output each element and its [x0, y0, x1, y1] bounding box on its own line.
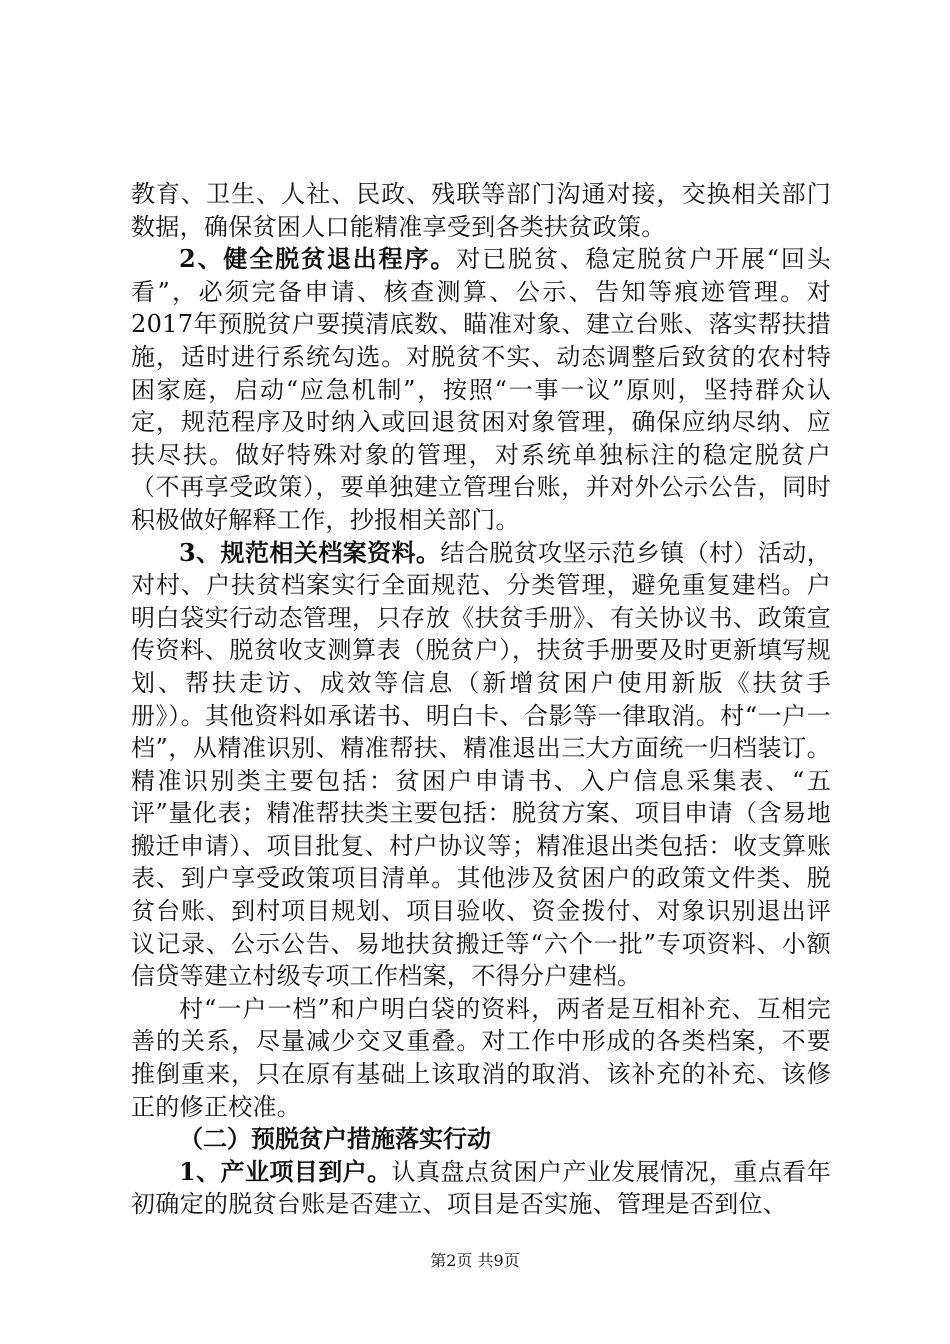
paragraph-4	[131, 993, 831, 1123]
paragraph-1-text: 教育、卫生、人社、民政、残联等部门沟通对接，交换相关部门数据，确保贫困人口能精准享受到各类扶贫政策。	[131, 180, 831, 241]
paragraph-5-lead: 1、产业项目到户。	[179, 1156, 392, 1186]
paragraph-3	[131, 537, 831, 993]
paragraph-2-text: 对已脱贫、稳定脱贫户开展“回头看”，必须完备申请、核查测算、公示、告知等痕迹管理。对2017年预脱贫户要摸清底数、瞄准对象、建立台账、落实帮扶措施，适时进行系统勾选。对脱贫不实、动态调整后致贫的农村特困家庭，启动“应急机制”，按照“一事一议”原则，坚持群众认定，规范程序及时纳入或回退贫困对象管理，确保应纳尽纳、应扶尽扶。做好特殊对象的管理，对系统单独标注的稳定脱贫户（不再享受政策），要单独建立管理台账，并对外公示公告，同时积极做好解释工作，抄报相关部门。	[131, 245, 831, 534]
paragraph-2	[131, 243, 831, 536]
paragraph-2-lead: 2、健全脱贫退出程序。	[179, 244, 457, 274]
page-footer: 第2页 共9页	[430, 1251, 520, 1270]
paragraph-4-text: 村“一户一档”和户明白袋的资料，两者是互相补充、互相完善的关系，尽量减少交叉重叠。对工作中形成的各类档案，不要推倒重来，只在原有基础上该取消的取消、该补充的补充、该修正的修正校准。	[131, 994, 831, 1121]
paragraph-3-text: 结合脱贫攻坚示范乡镇（村）活动，对村、户扶贫档案实行全面规范、分类管理，避免重复建档。户明白袋实行动态管理，只存放《扶贫手册》、有关协议书、政策宣传资料、脱贫收支测算表（脱贫户），扶贫手册要及时更新填写规划、帮扶走访、成效等信息（新增贫困户使用新版《扶贫手册》）。其他资料如承诺书、明白卡、合影等一律取消。村“一户一档”，从精准识别、精准帮扶、精准退出三大方面统一归档装订。精准识别类主要包括：贫困户申请书、入户信息采集表、“五评”量化表；精准帮扶类主要包括：脱贫方案、项目申请（含易地搬迁申请）、项目批复、村户协议等；精准退出类包括：收支算账表、到户享受政策项目清单。其他涉及贫困户的政策文件类、脱贫台账、到村项目规划、项目验收、资金拨付、对象识别退出评议记录、公示公告、易地扶贫搬迁等“六个一批”专项资料、小额信贷等建立村级专项工作档案，不得分户建档。	[131, 538, 831, 991]
document-body	[131, 178, 831, 1221]
paragraph-3-lead: 3、规范相关档案资料。	[179, 537, 441, 567]
section-heading: （二）预脱贫户措施落实行动	[179, 1124, 491, 1154]
paragraph-5	[131, 1156, 831, 1221]
paragraph-5-text: 认真盘点贫困户产业发展情况，重点看年初确定的脱贫台账是否建立、项目是否实施、管理是否到位、	[131, 1157, 831, 1219]
paragraph-1	[131, 178, 831, 243]
